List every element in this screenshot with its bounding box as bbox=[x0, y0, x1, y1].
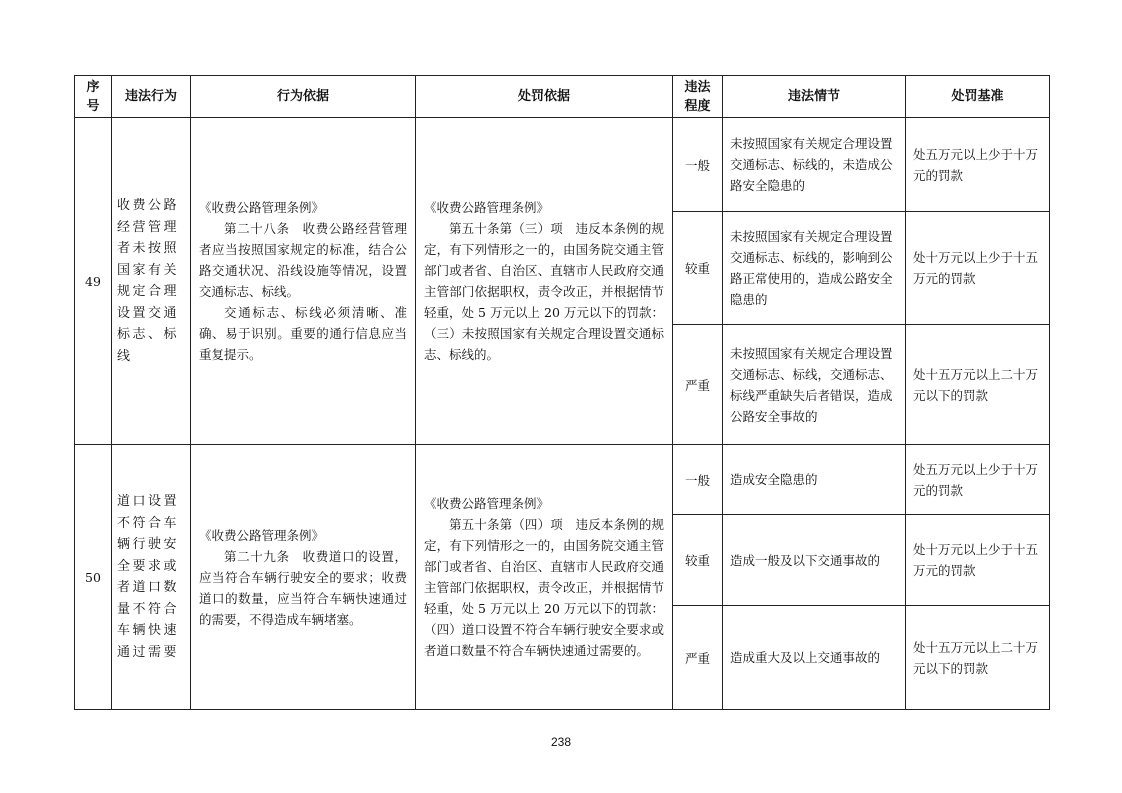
penalty-basis bbox=[416, 445, 673, 710]
degree-label: 较重 bbox=[673, 212, 723, 325]
row-number: 50 bbox=[75, 445, 112, 710]
situation-text: 未按照国家有关规定合理设置交通标志、标线的，未造成公路安全隐患的 bbox=[723, 118, 906, 212]
row-number: 49 bbox=[75, 118, 112, 445]
basis-paragraph: 第二十八条 收费公路经营管理者应当按照国家规定的标准，结合公路交通状况、沿线设施等情况，设置交通标志、标线。 bbox=[199, 221, 407, 299]
standard-text: 处十五万元以上二十万元以下的罚款 bbox=[906, 325, 1050, 445]
act-basis bbox=[191, 445, 416, 710]
header-situation: 违法情节 bbox=[723, 76, 906, 118]
basis-title: 《收费公路管理条例》 bbox=[199, 527, 325, 543]
basis-paragraph: 第二十九条 收费道口的设置，应当符合车辆行驶安全的要求；收费道口的数量，应当符合车辆快速通过的需要，不得造成车辆堵塞。 bbox=[199, 548, 407, 627]
standard-text: 处五万元以上少于十万元的罚款 bbox=[906, 445, 1050, 515]
penalty-title: 《收费公路管理条例》 bbox=[424, 496, 550, 511]
violation-act: 收费公路经营管理者未按照国家有关规定合理设置交通标志、标线 bbox=[112, 118, 191, 445]
degree-label: 一般 bbox=[673, 118, 723, 212]
header-basis: 行为依据 bbox=[191, 76, 416, 118]
act-basis bbox=[191, 118, 416, 445]
header-standard: 处罚基准 bbox=[906, 76, 1050, 118]
standard-text: 处十万元以上少于十五万元的罚款 bbox=[906, 515, 1050, 606]
situation-text: 未按照国家有关规定合理设置交通标志、标线，交通标志、标线严重缺失后者错误，造成公路安全事故的 bbox=[723, 325, 906, 445]
table-row bbox=[75, 118, 1050, 212]
situation-text: 造成一般及以下交通事故的 bbox=[723, 515, 906, 606]
degree-label: 严重 bbox=[673, 606, 723, 710]
penalty-paragraph: 第五十条第（四）项 违反本条例的规定，有下列情形之一的，由国务院交通主管部门或者省、自治区、直辖市人民政府交通主管部门依据职权，责令改正，并根据情节轻重，处 5 万元以上 20 万元以下的罚款：（四）道口设置不符合车辆行驶安全要求或者道口数量不符合车辆快速通过需要的。 bbox=[424, 517, 664, 658]
penalty-title: 《收费公路管理条例》 bbox=[424, 200, 550, 215]
degree-label: 较重 bbox=[673, 515, 723, 606]
standard-text: 处十万元以上少于十五万元的罚款 bbox=[906, 212, 1050, 325]
situation-text: 造成安全隐患的 bbox=[723, 445, 906, 515]
basis-paragraph: 交通标志、标线必须清晰、准确、易于识别。重要的通行信息应当重复提示。 bbox=[199, 305, 407, 362]
header-degree: 违法程度 bbox=[673, 76, 723, 118]
header-row bbox=[75, 76, 1050, 118]
page-number: 238 bbox=[550, 735, 572, 749]
situation-text: 造成重大及以上交通事故的 bbox=[723, 606, 906, 710]
header-penalty: 处罚依据 bbox=[416, 76, 673, 118]
degree-label: 一般 bbox=[673, 445, 723, 515]
header-seq: 序号 bbox=[75, 76, 112, 118]
situation-text: 未按照国家有关规定合理设置交通标志、标线的，影响到公路正常使用的，造成公路安全隐患的 bbox=[723, 212, 906, 325]
penalty-basis bbox=[416, 118, 673, 445]
basis-title: 《收费公路管理条例》 bbox=[199, 200, 325, 215]
standard-text: 处十五万元以上二十万元以下的罚款 bbox=[906, 606, 1050, 710]
header-act: 违法行为 bbox=[112, 76, 191, 118]
penalty-paragraph: 第五十条第（三）项 违反本条例的规定，有下列情形之一的，由国务院交通主管部门或者省、自治区、直辖市人民政府交通主管部门依据职权，责令改正，并根据情节轻重，处 5 万元以上 20 万元以下的罚款：（三）未按照国家有关规定合理设置交通标志、标线的。 bbox=[424, 221, 664, 362]
penalty-table bbox=[74, 75, 1050, 710]
table-row bbox=[75, 445, 1050, 515]
violation-act: 道口设置不符合车辆行驶安全要求或者道口数量不符合车辆快速通过需要 bbox=[112, 445, 191, 710]
degree-label: 严重 bbox=[673, 325, 723, 445]
standard-text: 处五万元以上少于十万元的罚款 bbox=[906, 118, 1050, 212]
